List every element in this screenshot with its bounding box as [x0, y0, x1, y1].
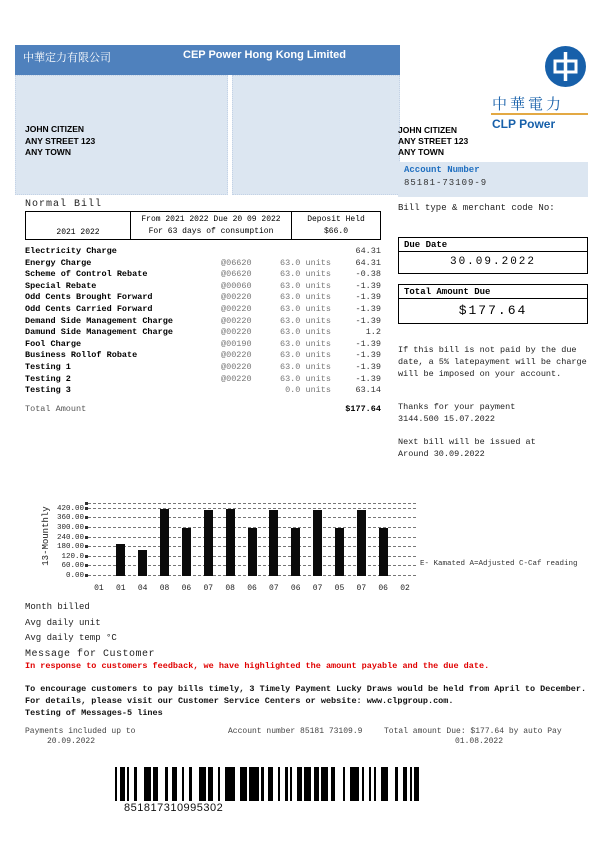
- charge-units: 0.0 units: [285, 385, 331, 396]
- charge-row: [25, 246, 381, 258]
- charge-name: Demand Side Management Charge: [25, 315, 173, 326]
- chart-legend-note: E- Kamated A=Adjusted C-Caf reading: [420, 560, 578, 568]
- charge-row: [25, 316, 381, 328]
- addressee-town: ANY TOWN: [398, 147, 444, 157]
- charge-rate: @00220: [221, 373, 252, 384]
- chart-gridline: [88, 508, 416, 509]
- payments-included-label: Payments included up to: [25, 727, 136, 736]
- charge-rate: @00060: [221, 280, 252, 291]
- charge-name: Business Rollof Robate: [25, 350, 138, 361]
- total-due-value: $177.64: [458, 303, 528, 318]
- bill-type-label: Bill type & merchant code No:: [398, 203, 555, 213]
- charge-row: [25, 385, 381, 397]
- chart-y-tick-label: 60.00: [61, 562, 84, 571]
- next-bill-note: [398, 436, 590, 460]
- bill-period-years: 2021 2022: [26, 212, 131, 239]
- charge-amount: -1.39: [355, 338, 381, 349]
- chart-x-tick-label: 06: [247, 584, 257, 593]
- charge-row: [25, 374, 381, 386]
- chart-bar: [116, 544, 125, 576]
- charge-rate: @00220: [221, 327, 252, 338]
- barcode-bar: [182, 767, 184, 801]
- message-title: Message for Customer: [25, 649, 156, 660]
- chart-bar: [138, 550, 147, 576]
- stats-label: Avg daily temp °C: [25, 633, 117, 643]
- barcode-bar: [350, 767, 360, 801]
- thanks-line1: Thanks for your payment: [398, 402, 516, 412]
- charge-amount: -1.39: [355, 315, 381, 326]
- barcode-bar: [208, 767, 213, 801]
- chart-y-tick-label: 300.00: [56, 524, 84, 532]
- addressee-block: [25, 124, 95, 159]
- barcode-bar: [240, 767, 247, 801]
- charge-units: 63.0 units: [279, 361, 331, 372]
- logo-gold-rule: [491, 113, 588, 115]
- bill-period-table: [25, 211, 381, 240]
- charge-units: 63.0 units: [279, 292, 331, 303]
- barcode-bar: [362, 767, 364, 801]
- charge-units: 63.0 units: [279, 338, 331, 349]
- charge-row: [25, 362, 381, 374]
- charge-name: Energy Charge: [25, 257, 92, 268]
- due-date-label: Due Date: [399, 238, 587, 252]
- barcode-bar: [290, 767, 292, 801]
- charge-name: Special Rebate: [25, 280, 97, 291]
- barcode-bar: [374, 767, 376, 801]
- chart-bar: [226, 509, 235, 576]
- addressee-block-right: [398, 125, 468, 158]
- charge-rate: @06620: [221, 269, 252, 280]
- charge-rate: @00220: [221, 350, 252, 361]
- charge-rate: @00190: [221, 338, 252, 349]
- barcode-bar: [403, 767, 408, 801]
- chart-x-tick-label: 07: [356, 584, 367, 593]
- chart-y-tick-label: 240.00: [56, 533, 84, 542]
- account-number-label: Account Number: [404, 165, 480, 175]
- charge-name: Testing 2: [25, 373, 71, 384]
- charge-rate: @00220: [221, 315, 252, 326]
- chart-x-tick-label: 01: [115, 584, 126, 593]
- addressee-town: ANY TOWN: [25, 147, 71, 157]
- barcode-bar: [321, 767, 328, 801]
- charges-total: [25, 403, 381, 416]
- header-bar: [15, 45, 400, 75]
- company-name-chinese: 中華定力有限公司: [23, 53, 111, 65]
- barcode-bar: [120, 767, 125, 801]
- barcode-bar: [304, 767, 311, 801]
- chart-y-tick-label: 120.0: [61, 552, 84, 561]
- barcode-bar: [343, 767, 345, 801]
- charge-row: [25, 269, 381, 281]
- stats-label: Avg daily unit: [25, 617, 101, 628]
- thanks-line2: 3144.500 15.07.2022: [398, 414, 495, 424]
- barcode-bar: [278, 767, 280, 801]
- charge-units: 63.0 units: [279, 373, 331, 384]
- charge-name: Damund Side Management Charge: [25, 327, 173, 338]
- charge-name: Fool Charge: [25, 338, 82, 349]
- chart-plot-area: [56, 504, 416, 593]
- barcode-bar: [410, 767, 412, 801]
- chart-y-tick-label: 0.00: [65, 572, 84, 580]
- chart-x-tick-label: 07: [312, 584, 323, 593]
- chart-x-tick-label: 06: [290, 584, 301, 593]
- barcode-number: 851817310995302: [124, 802, 224, 814]
- chart-x-tick-label: 02: [400, 584, 410, 593]
- chart-bar: [291, 528, 300, 576]
- address-panel-right: [232, 75, 400, 195]
- barcode-bar: [115, 767, 117, 801]
- total-due-label: Total Amount Due: [399, 285, 587, 299]
- deposit-value: $66.0: [323, 226, 348, 236]
- deposit-cell: [292, 212, 380, 239]
- charge-row: [25, 281, 381, 293]
- charge-units: 63.0 units: [279, 303, 331, 314]
- charge-units: 63.0 units: [279, 269, 331, 280]
- chart-y-tick-label: 360.00: [56, 514, 84, 523]
- chart-bar: [269, 510, 278, 576]
- chart-gridline: [88, 503, 416, 504]
- charge-row: [25, 292, 381, 304]
- payments-included-date: 20.09.2022: [47, 737, 96, 746]
- company-name-english: CEP Power Hong Kong Limited: [183, 49, 346, 61]
- addressee-name: JOHN CITIZEN: [398, 125, 458, 135]
- footer-total-line: Total amount Due: $177.64 by auto Pay: [384, 727, 562, 736]
- barcode-bar: [165, 767, 167, 801]
- total-amount: $177.64: [345, 404, 381, 414]
- chart-bar: [357, 510, 366, 576]
- bill-consumption-line: For 63 days of consumption: [148, 226, 274, 236]
- bill-title: Normal Bill: [25, 199, 103, 210]
- due-date-value: 30.09.2022: [449, 256, 536, 268]
- barcode-bar: [225, 767, 235, 801]
- charge-rate: @00220: [221, 361, 252, 372]
- charge-amount: 1.2: [365, 327, 381, 338]
- late-payment-notice: If this bill is not paid by the due date, a 5% latepayment will be charge will be imposed on your account.: [398, 345, 587, 379]
- chart-bar: [313, 510, 322, 576]
- charge-amount: -1.39: [355, 361, 381, 372]
- payment-barcode: [115, 767, 419, 801]
- chart-x-tick-label: 05: [334, 584, 345, 593]
- clp-logo-icon: [545, 46, 586, 87]
- charge-units: 63.0 units: [279, 350, 331, 361]
- chart-bar: [248, 528, 257, 576]
- charge-name: Odd Cents Brought Forward: [25, 292, 153, 303]
- message-lines: [25, 683, 586, 720]
- chart-x-tick-label: 08: [225, 584, 235, 593]
- message-line: For details, please visit our Customer Service Centers or website: www.clpgroup.com.: [25, 696, 454, 707]
- chart-x-tick-label: 01: [94, 584, 104, 593]
- barcode-bar: [381, 767, 388, 801]
- addressee-name: JOHN CITIZEN: [25, 124, 85, 134]
- chart-x-tick-label: 04: [137, 584, 148, 593]
- chart-y-tick-label: 420.00: [56, 504, 84, 513]
- account-number-value: 85181-73109-9: [404, 178, 488, 188]
- payment-thanks-note: [398, 401, 590, 425]
- due-date-box: [398, 237, 588, 274]
- total-due-box: [398, 284, 588, 324]
- charge-name: Testing 1: [25, 361, 71, 372]
- charge-amount: -1.39: [355, 292, 381, 303]
- deposit-label: Deposit Held: [307, 214, 365, 224]
- charge-amount: -1.39: [355, 280, 381, 291]
- barcode-bar: [134, 767, 136, 801]
- charge-rate: @00220: [221, 292, 252, 303]
- barcode-bar: [297, 767, 302, 801]
- barcode-bar: [285, 767, 287, 801]
- charge-units: 63.0 units: [279, 257, 331, 268]
- account-number-box: [398, 162, 588, 197]
- message-line: Testing of Messages-5 lines: [25, 708, 163, 719]
- barcode-bar: [261, 767, 263, 801]
- charge-amount: -1.39: [355, 373, 381, 384]
- chart-y-axis-label: 13-Mounthly: [41, 506, 51, 566]
- charge-name: Electricity Charge: [25, 246, 117, 256]
- charge-amount: -1.39: [355, 350, 381, 361]
- charge-row: [25, 350, 381, 362]
- charge-name: Odd Cents Carried Forward: [25, 303, 153, 314]
- chart-x-tick-label: 07: [269, 584, 279, 593]
- barcode-bar: [331, 767, 336, 801]
- barcode-bar: [153, 767, 158, 801]
- logo-english-text: CLP Power: [492, 117, 556, 131]
- total-label: Total Amount: [25, 404, 87, 414]
- charge-rate: @00220: [221, 303, 252, 314]
- chart-x-tick-label: 07: [203, 584, 214, 593]
- charge-row: [25, 258, 381, 270]
- chart-gridline: [88, 517, 416, 518]
- charge-amount: 63.14: [355, 385, 381, 396]
- chart-bar: [379, 528, 388, 576]
- next-bill-line2: Around 30.09.2022: [398, 449, 485, 459]
- charge-units: 63.0 units: [279, 280, 331, 291]
- charge-name: Testing 3: [25, 385, 71, 396]
- charge-amount: -1.39: [355, 303, 381, 314]
- charge-amount: 64.31: [355, 246, 381, 256]
- barcode-bar: [127, 767, 129, 801]
- charge-row: [25, 327, 381, 339]
- charge-rate: @06620: [221, 257, 252, 268]
- barcode-bar: [218, 767, 220, 801]
- charge-row: [25, 339, 381, 351]
- chart-x-tick-label: 06: [378, 584, 388, 593]
- charge-amount: 64.31: [355, 257, 381, 268]
- barcode-bar: [414, 767, 419, 801]
- consumption-history-chart: [28, 499, 420, 593]
- barcode-bar: [395, 767, 397, 801]
- message-line: To encourage customers to pay bills timely, 3 Timely Payment Lucky Draws would be held from April to December.: [25, 684, 587, 694]
- addressee-street: ANY STREET 123: [398, 136, 469, 146]
- total-row: [25, 404, 381, 416]
- stats-labels: [25, 600, 117, 647]
- footer-account-line: Account number 85181 73109.9: [228, 727, 363, 736]
- barcode-bar: [314, 767, 319, 801]
- barcode-bar: [144, 767, 151, 801]
- chart-x-tick-label: 06: [181, 584, 192, 593]
- charge-amount: -0.38: [355, 269, 381, 280]
- message-highlight: In response to customers feedback, we have highlighted the amount payable and the due date.: [25, 661, 490, 671]
- chart-bar: [182, 528, 191, 576]
- charge-name: Scheme of Control Rebate: [25, 269, 148, 280]
- charge-row: [25, 304, 381, 316]
- addressee-street: ANY STREET 123: [25, 135, 96, 146]
- barcode-bar: [249, 767, 259, 801]
- logo-chinese-text: 中華電力: [492, 96, 565, 113]
- barcode-bar: [189, 767, 191, 801]
- barcode-bar: [268, 767, 273, 801]
- charge-units: 63.0 units: [279, 327, 331, 338]
- barcode-bar: [369, 767, 371, 801]
- chart-y-tick-label: 180.00: [56, 543, 84, 552]
- barcode-bar: [172, 767, 177, 801]
- stats-label: Month billed: [25, 602, 90, 612]
- chart-x-tick-label: 08: [159, 584, 170, 593]
- barcode-bar: [199, 767, 206, 801]
- chart-bar: [204, 510, 213, 576]
- bill-from-line: From 2021 2022 Due 20 09 2022: [141, 214, 281, 224]
- chart-bar: [160, 509, 169, 576]
- next-bill-line1: Next bill will be issued at: [398, 437, 536, 447]
- chart-bar: [335, 528, 344, 576]
- charges-table: [25, 246, 381, 397]
- bill-period-cell: [131, 212, 292, 239]
- charge-units: 63.0 units: [279, 315, 331, 326]
- footer-autopay-date: 01.08.2022: [455, 737, 504, 746]
